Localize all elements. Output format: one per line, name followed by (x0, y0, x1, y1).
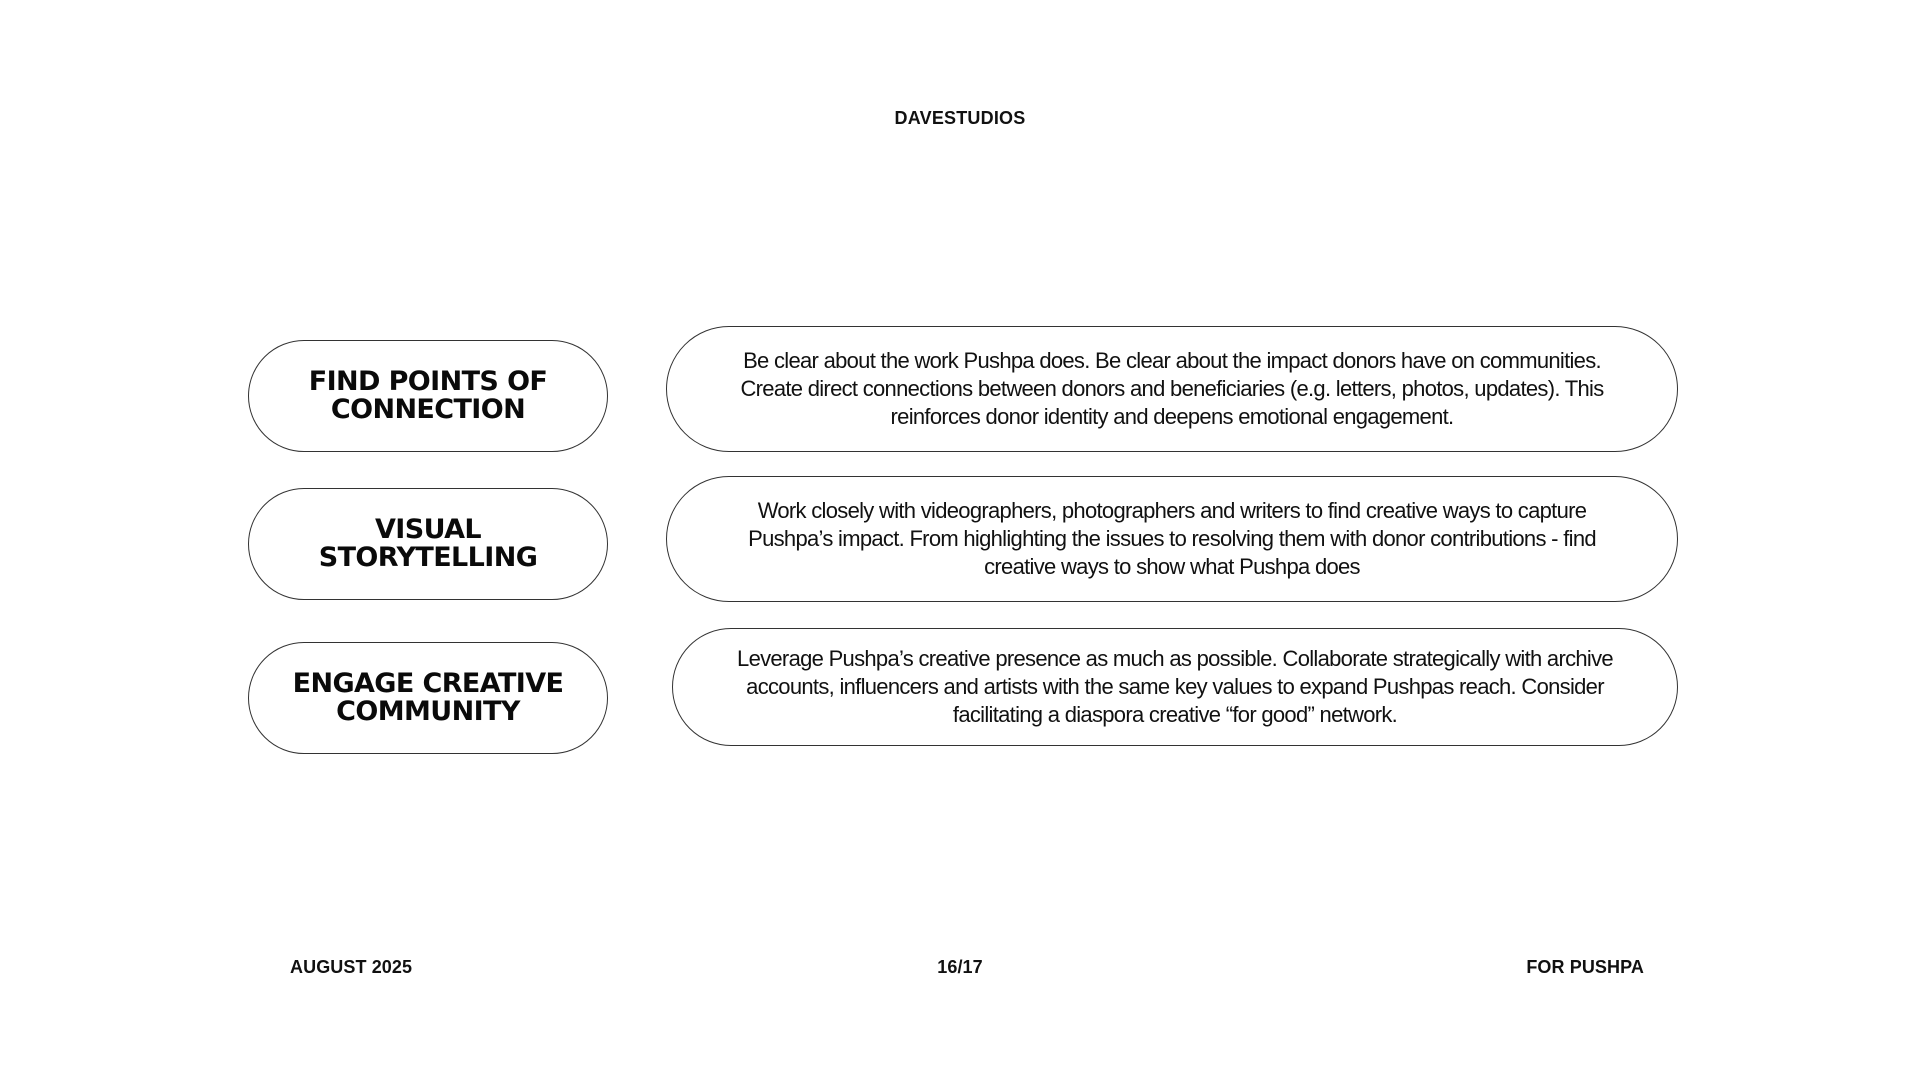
pill-title-line: COMMUNITY (336, 696, 520, 727)
description-pill-engage-creative-community (672, 628, 1678, 746)
description-pill-find-points-of-connection (666, 326, 1678, 452)
pill-title (285, 368, 572, 424)
pill-title (249, 516, 607, 572)
title-pill-find-points-of-connection (248, 340, 608, 452)
pill-description: Work closely with videographers, photographers and writers to find creative ways to capture Pushpa’s impact. From highlighting the issues to resolving them with donor contributions - find creative ways to show what Pushpa does (748, 498, 1596, 579)
pill-title-line: VISUAL STORYTELLING (318, 514, 538, 573)
title-pill-visual-storytelling (248, 488, 608, 600)
pill-title (269, 670, 588, 726)
footer-date: AUGUST 2025 (290, 957, 413, 977)
description-pill-visual-storytelling (666, 476, 1678, 602)
footer-page-number: 16/17 (937, 957, 983, 977)
footer-client: FOR PUSHPA (1526, 957, 1644, 977)
pill-title-line: CONNECTION (330, 394, 526, 425)
title-pill-engage-creative-community (248, 642, 608, 754)
pill-description: Be clear about the work Pushpa does. Be clear about the impact donors have on communities. Create direct connections between donors and beneficiaries (e.g. letters, photos, updates). This reinforces donor identity and deepens emotional engagement. (740, 348, 1604, 429)
pill-description: Leverage Pushpa’s creative presence as much as possible. Collaborate strategically with archive accounts, influencers and artists with the same key values to expand Pushpas reach. Consider facilitating a diaspora creative “for good” network. (737, 646, 1613, 727)
header-brand: DAVESTUDIOS (894, 108, 1026, 128)
pill-title-line: FIND POINTS OF (308, 366, 548, 397)
pill-title-line: ENGAGE CREATIVE (292, 668, 564, 699)
